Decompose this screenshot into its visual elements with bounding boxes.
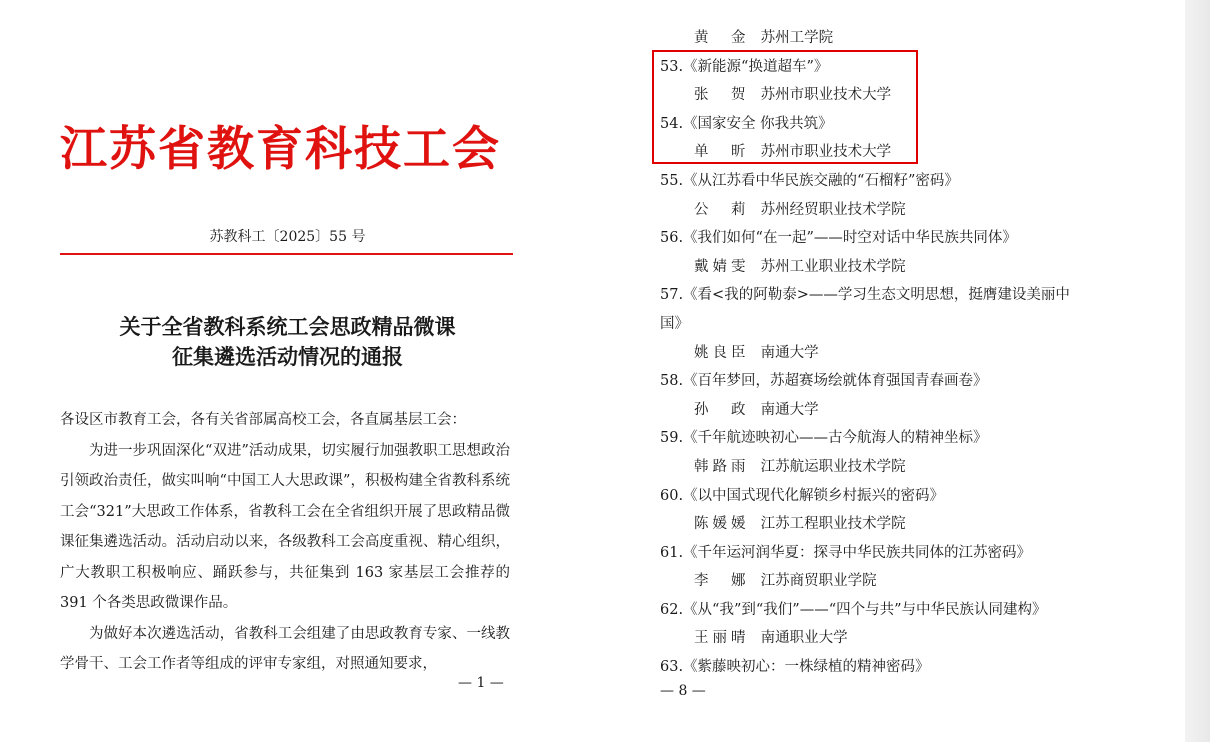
highlight-annotation-box — [652, 50, 918, 164]
page-number-right: — 8 — — [660, 683, 706, 699]
list-item-title: 62.《从“我”到“我们”——“四个与共”与中华民族认同建构》 — [660, 601, 1047, 618]
list-item-title-continued: 国》 — [660, 315, 689, 332]
list-item-author: 姚良臣 南通大学 — [694, 344, 819, 361]
document-title-line: 关于全省教科系统工会思政精品微课 — [119, 314, 456, 339]
list-item-title: 63.《紫藤映初心：一株绿植的精神密码》 — [660, 659, 930, 676]
list-item-title: 59.《千年航迹映初心——古今航海人的精神坐标》 — [660, 430, 988, 447]
list-item-title: 55.《从江苏看中华民族交融的“石榴籽”密码》 — [660, 172, 959, 189]
body-paragraph: 为做好本次遴选活动，省教科工会组建了由思政教育专家、一线教学骨干、工会工作者等组成的评审专家组，对照通知要求， — [60, 625, 510, 672]
list-item-author: 戴婧雯 苏州工业职业技术学院 — [694, 258, 906, 275]
document-body — [60, 405, 510, 680]
document-number: 苏教科工〔2025〕55 号 — [209, 229, 366, 245]
document-title — [60, 312, 515, 372]
list-item-title: 53.《新能源“换道超车”》 — [660, 58, 829, 75]
salutation-paragraph: 各设区市教育工会，各有关省部属高校工会，各直属基层工会： — [60, 412, 466, 428]
list-item-author: 韩路雨 江苏航运职业技术学院 — [694, 458, 906, 475]
red-divider-line — [60, 253, 513, 255]
list-item-author: 孙 政 南通大学 — [694, 401, 819, 418]
body-paragraph: 为进一步巩固深化“双进”活动成果，切实履行加强教职工思想政治引领政治责任，做实叫响“中国工人大思政课”，积极构建全省教科系统工会“321”大思政工作体系，省教科工会在全省组织开展了思政精品微课征集遴选活动。活动启动以来，各级教科工会高度重视、精心组织，广大教职工积极响应、踊跃参与，共征集到 163 家基层工会推荐的 391 个各类思政微课作品。 — [60, 442, 510, 611]
list-item-title: 60.《以中国式现代化解锁乡村振兴的密码》 — [660, 487, 945, 504]
list-item-author: 李 娜 江苏商贸职业学院 — [694, 573, 877, 590]
list-item-title: 57.《看<我的阿勒泰>——学习生态文明思想，挺膺建设美丽中 — [660, 287, 1070, 304]
list-item-author: 陈媛媛 江苏工程职业技术学院 — [694, 516, 906, 533]
list-item-author: 王丽晴 南通职业大学 — [694, 630, 848, 647]
list-item-title: 54.《国家安全 你我共筑》 — [660, 115, 833, 132]
list-item-author: 公 莉 苏州经贸职业技术学院 — [694, 201, 906, 218]
issuer-header-title: 江苏省教育科技工会 — [60, 122, 501, 177]
list-item-title: 56.《我们如何“在一起”——时空对话中华民族共同体》 — [660, 230, 1017, 247]
list-item-author: 黄 金 苏州工学院 — [694, 30, 834, 46]
document-title-line: 征集遴选活动情况的通报 — [172, 344, 403, 369]
page-number-left: — 1 — — [458, 675, 504, 691]
list-item-title: 61.《千年运河润华夏：探寻中华民族共同体的江苏密码》 — [660, 544, 1032, 561]
list-item-author: 单 昕 苏州市职业技术大学 — [694, 144, 892, 161]
page-edge — [1185, 0, 1210, 742]
list-item-title: 58.《百年梦回，苏超赛场绘就体育强国青春画卷》 — [660, 373, 988, 390]
list-item-author: 张 贺 苏州市职业技术大学 — [694, 87, 892, 104]
